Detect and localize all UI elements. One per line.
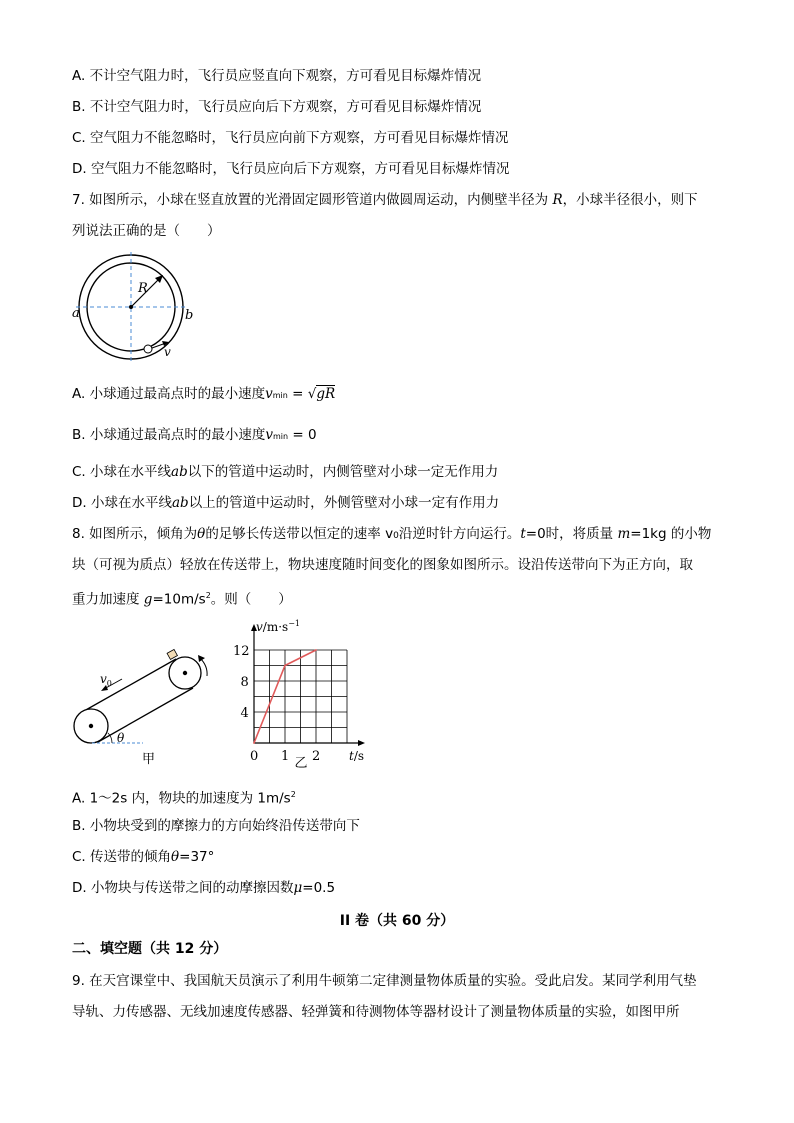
fig-label-a: a xyxy=(72,306,80,321)
q8-option-d: D. 小物块与传送带之间的动摩擦因数μ=0.5 xyxy=(72,880,336,896)
x-axis-arrowhead xyxy=(358,740,365,746)
x-tick-label: 1 xyxy=(281,749,290,764)
sqrt-radicand: gR xyxy=(316,386,336,402)
q7-stem-line2: 列说法正确的是（ ） xyxy=(72,223,221,239)
fig-label-b: b xyxy=(185,308,194,323)
fig-label-v: v xyxy=(164,345,171,359)
y-axis-label: $v/m\cdot s^{-1}$ xyxy=(256,619,300,634)
section-heading: 二、填空题（共 12 分） xyxy=(72,941,228,957)
small-block xyxy=(167,649,177,659)
velocity-time-chart xyxy=(232,616,382,770)
circular-tube-figure xyxy=(66,252,206,367)
q8-stem-line3: 重力加速度 $g=10m/s^2$。则（ ） xyxy=(72,591,292,608)
belt-top-edge xyxy=(84,659,176,711)
y-tick-label: 12 xyxy=(233,644,250,659)
q6-option-b: B. 不计空气阻力时，飞行员应向后下方观察，方可看见目标爆炸情况 xyxy=(72,99,482,115)
y-tick-label: 4 xyxy=(240,706,249,721)
x-tick-label: 0 xyxy=(250,749,259,764)
series-point xyxy=(253,742,255,744)
q7-option-d: D. 小球在水平线ab以上的管道中运动时，外侧管壁对小球一定有作用力 xyxy=(72,495,500,511)
series-point xyxy=(284,665,286,667)
q6-option-c: C. 空气阻力不能忽略时，飞行员应向前下方观察，方可看见目标爆炸情况 xyxy=(72,130,509,146)
q6-option-a: A. 不计空气阻力时，飞行员应竖直向下观察，方可看见目标爆炸情况 xyxy=(72,68,482,84)
q8-stem-line1: 8. 如图所示，倾角为θ的足够长传送带以恒定的速率 v0沿逆时针方向运行。t=0时，将质量 m=1kg 的小物 xyxy=(72,526,712,542)
q7-option-b: B. 小球通过最高点时的最小速度vmin = 0 xyxy=(72,427,317,443)
q9-line2: 导轨、力传感器、无线加速度传感器、轻弹簧和待测物体等器材设计了测量物体质量的实验，如图甲所 xyxy=(72,1004,680,1020)
radius-symbol: R xyxy=(552,192,563,208)
bottom-pulley-axle xyxy=(89,724,93,728)
q7-stem-line1: 7. 如图所示，小球在竖直放置的光滑固定圆形管道内做圆周运动，内侧壁半径为 R，小球半径很小，则下 xyxy=(72,192,698,208)
q6-option-d: D. 空气阻力不能忽略时，飞行员应向后下方观察，方可看见目标爆炸情况 xyxy=(72,161,510,177)
q8-option-c: C. 传送带的倾角θ=37° xyxy=(72,849,215,865)
center-dot xyxy=(129,305,133,309)
belt-bottom-edge xyxy=(98,688,193,742)
q9-line1: 9. 在天宫课堂中、我国航天员演示了利用牛顿第二定律测量物体质量的实验。受此启发。某同学利用气垫 xyxy=(72,973,697,989)
q8-option-b: B. 小物块受到的摩擦力的方向始终沿传送带向下 xyxy=(72,818,360,834)
q7-option-a: A. 小球通过最高点时的最小速度vmin = √gR xyxy=(72,386,336,402)
fig-label-theta: θ xyxy=(117,731,125,745)
x-tick-label: 2 xyxy=(312,749,321,764)
fig-caption-yi: 乙 xyxy=(294,756,308,770)
conveyor-belt-figure xyxy=(68,648,218,770)
sqrt-symbol: √ xyxy=(307,386,317,402)
small-ball xyxy=(144,345,152,353)
series-point xyxy=(315,649,317,651)
q8-stem-line2: 块（可视为质点）轻放在传送带上，物块速度随时间变化的图象如图所示。设沿传送带向下为正方向，取 xyxy=(72,557,693,573)
fig-caption-jia: 甲 xyxy=(142,752,156,767)
q7-option-c: C. 小球在水平线ab以下的管道中运动时，内侧管壁对小球一定无作用力 xyxy=(72,464,499,480)
rotation-arrowhead xyxy=(198,655,205,662)
y-tick-label: 8 xyxy=(240,675,249,690)
fig-label-v0: $v_0$ xyxy=(100,672,112,688)
top-pulley-axle xyxy=(183,671,187,675)
fig-label-R: R xyxy=(138,281,148,296)
q8-option-a: A. 1～2s 内，物块的加速度为 $1m/s^2$ xyxy=(72,790,296,807)
volume-two-title: II 卷（共 60 分） xyxy=(339,913,455,929)
x-axis-label: t/s xyxy=(349,749,365,763)
